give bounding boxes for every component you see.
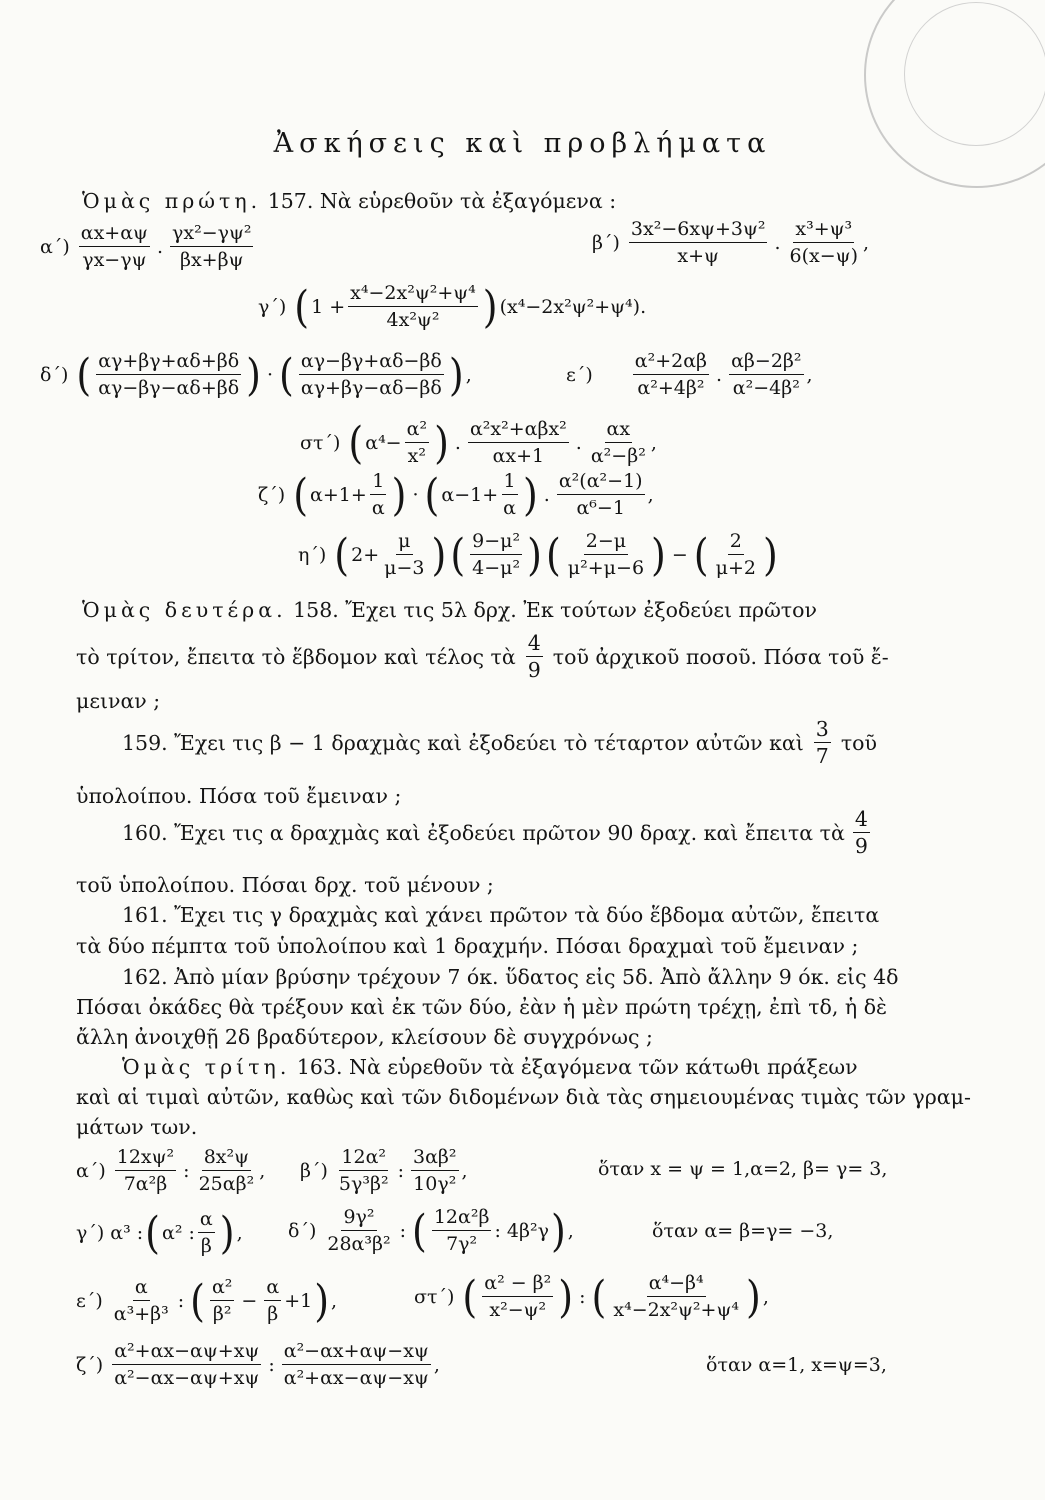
group1-heading: Ὁμὰς πρώτη. (82, 189, 262, 213)
item-label: στ΄) (300, 431, 341, 454)
ex157-intro: 157. Νὰ εὑρεθοῦν τὰ ἐξαγόμενα : (267, 189, 617, 213)
group3-heading: Ὁμὰς τρίτη. (122, 1055, 291, 1079)
item-label: η΄) (298, 543, 327, 566)
item-label: β΄) (300, 1159, 328, 1182)
p161-line1: 161. Ἔχει τις γ δραχμὰς καὶ χάνει πρῶτον τὰ δύο ἕβδομα αὐτῶν, ἔπειτα (122, 903, 880, 927)
p159-line2: ὑπολοίπου. Πόσα τοῦ ἔμειναν ; (76, 784, 402, 808)
p161-line2: τὰ δύο πέμπτα τοῦ ὑπολοίπου καὶ 1 δραχμήν. Πόσαι δραχμαὶ τοῦ ἔμειναν ; (76, 934, 859, 958)
item-label: γ΄) (258, 295, 287, 318)
ex157-a: α΄) $\frac{\alpha x+\alpha\psi}{\gamma x-\gamma\psi}$ . $\frac{\text{γx²−γψ²}}{\beta x+\beta\psi}$ (40, 222, 252, 271)
ex163-f: στ΄) ( $\frac{\text{α² − β²}}{\text{x²−ψ²}}$ ) : ( $\frac{\text{α⁴−β⁴}}{\text{x⁴−2x²ψ²+ψ⁴}}$ ) , (414, 1271, 769, 1322)
item-label: ε΄) (76, 1289, 103, 1312)
ex163-c: γ΄) α³ : ( α² : $\frac{\alpha}{\beta}$ ) , (76, 1207, 243, 1258)
item-label: β΄) (592, 231, 620, 254)
group1-line (82, 188, 937, 214)
ex163-d: δ΄) $\frac{\text{9γ²}}{\text{28α³β²}}$ : ( $\frac{\text{12α²β}}{\text{7γ²}}$ : 4β²γ ) , (288, 1205, 574, 1256)
library-stamp (864, 0, 1045, 188)
ex163-b: β΄) $\frac{\text{12α²}}{\text{5γ³β²}}$ : $\frac{\text{3αβ²}}{\text{10γ²}}$ , (300, 1146, 468, 1195)
p160-line1: 160. Ἔχει τις α δραχμὰς καὶ ἐξοδεύει πρῶτον 90 δραχ. καὶ ἔπειτα τὰ $\frac{4}{9}$ (122, 807, 868, 858)
ex157-c: γ΄) ( 1 + $\frac{\text{x⁴−2x²ψ²+ψ⁴}}{\text{4x²ψ²}}$ ) (x⁴−2x²ψ²+ψ⁴). (258, 281, 647, 332)
p160-line2: τοῦ ὑπολοίπου. Πόσαι δρχ. τοῦ μένουν ; (76, 873, 494, 897)
p162-line3: ἄλλη ἀνοιχθῇ 2δ βραδύτερον, κλείσουν δὲ συγχρόνως ; (76, 1025, 653, 1049)
group2-heading: Ὁμὰς δευτέρα. (82, 598, 287, 622)
ex157-f: στ΄) ( α⁴− $\frac{\text{α²}}{\text{x²}}$ ) . $\frac{\text{α²x²+αβx²}}{\alpha x+1}$ . $\frac{\alpha x}{\text{α²−β²}}$ , (300, 417, 657, 468)
p162-line1: 162. Ἀπὸ μίαν βρύσην τρέχουν 7 όκ. ὕδατος εἰς 5δ. Ἀπὸ ἄλλην 9 όκ. εἰς 4δ (122, 965, 899, 989)
ex157-g: ζ΄) ( α+1+ $\frac{1}{\alpha}$ ) · ( α−1+ $\frac{1}{\alpha}$ ) . $\frac{\text{α²(α²−1)}}{\text{α⁶−1}}$ , (258, 469, 654, 520)
group3-line (122, 1054, 977, 1080)
ex163-e: ε΄) $\frac{\alpha}{\text{α³+β³}}$ : ( $\frac{\text{α²}}{\text{β²}}$ − $\frac{\alpha}{\beta}$ +1 ) , (76, 1275, 338, 1326)
group2-line (82, 597, 937, 623)
ex157-e: ε΄) $\frac{\text{α²+2αβ}}{\text{α²+4β²}}$ . $\frac{\text{αβ−2β²}}{\text{α²−4β²}}$ , (566, 350, 813, 399)
page-title: Ἀσκήσεις καὶ προβλήματα (273, 128, 772, 159)
item-label: δ΄) (288, 1219, 317, 1242)
ex157-h: η΄) ( 2+ $\frac{\mu}{\mu-3}$ ) ( $\frac{\text{9−μ²}}{\text{4−μ²}}$ ) ( $\frac{2-\mu}{\text{μ²+μ−6}}$ ) − ( $\frac{2}{\mu+2}$ ) (298, 529, 778, 580)
p162-line2: Πόσαι ὀκάδες θὰ τρέξουν καὶ ἐκ τῶν δύο, ἐὰν ἡ μὲν πρώτη τρέχῃ, ἐπὶ τδ, ἡ δὲ (76, 995, 888, 1019)
item-label: α΄) (40, 235, 70, 258)
p163-line3: μάτων των. (76, 1115, 198, 1139)
p158-line3: μειναν ; (76, 689, 161, 713)
item-label: α΄) (76, 1159, 106, 1182)
p163-line1: 163. Νὰ εὑρεθοῦν τὰ ἐξαγόμενα τῶν κάτωθι πράξεων (296, 1055, 858, 1079)
ex157-b: β΄) $\frac{\text{3x²−6xψ+3ψ²}}{x+\psi}$ . $\frac{\text{x³+ψ³}}{6(x-\psi)}$ , (592, 218, 870, 267)
condition-3: ὅταν α=1, x=ψ=3, (706, 1354, 887, 1376)
ex163-g: ζ΄) $\frac{\text{α²+αx−αψ+xψ}}{\text{α²−αx−αψ+xψ}}$ : $\frac{\text{α²−αx+αψ−xψ}}{\text{α²+αx−αψ−xψ}}$ , (76, 1340, 440, 1389)
p159-line1: 159. Ἔχει τις β − 1 δραχμὰς καὶ ἐξοδεύει τὸ τέταρτον αὐτῶν καὶ $\frac{3}{7}$ τοῦ (122, 717, 877, 768)
item-label: ζ΄) (258, 483, 286, 506)
item-label: ε΄) (566, 363, 593, 386)
p158-line1: 158. Ἔχει τις 5λ δρχ. Ἐκ τούτων ἐξοδεύει πρῶτον (293, 598, 817, 622)
condition-2: ὅταν α= β=γ= −3, (652, 1220, 834, 1242)
item-label: στ΄) (414, 1285, 455, 1308)
ex157-d: δ΄) ( $\frac{\alpha\gamma+\beta\gamma+\alpha\delta+\beta\delta}{\alpha\gamma-\beta\gamma-\alpha\delta+\beta\delta}$ ) · ( $\frac{\alpha\gamma-\beta\gamma+\alpha\delta-\beta\delta}{\alpha\gamma+\beta\gamma-\alpha\delta-\beta\delta}$ ) , (40, 349, 472, 400)
p163-line2: καὶ αἱ τιμαὶ αὐτῶν, καθὼς καὶ τῶν διδομένων διὰ τὰς σημειουμένας τιμὰς τῶν γραμ- (76, 1085, 971, 1109)
item-label: γ΄) (76, 1221, 105, 1244)
item-label: δ΄) (40, 363, 69, 386)
p158-line2: τὸ τρίτον, ἔπειτα τὸ ἕβδομον καὶ τέλος τὰ $\frac{4}{9}$ τοῦ ἀρχικοῦ ποσοῦ. Πόσα τοῦ ἔ- (76, 631, 889, 682)
ex163-a: α΄) $\frac{\text{12xψ²}}{\text{7α²β}}$ : $\frac{\text{8x²ψ}}{\text{25αβ²}}$ , (76, 1146, 266, 1195)
item-label: ζ΄) (76, 1353, 104, 1376)
condition-1: ὅταν x = ψ = 1,α=2, β= γ= 3, (598, 1158, 888, 1180)
